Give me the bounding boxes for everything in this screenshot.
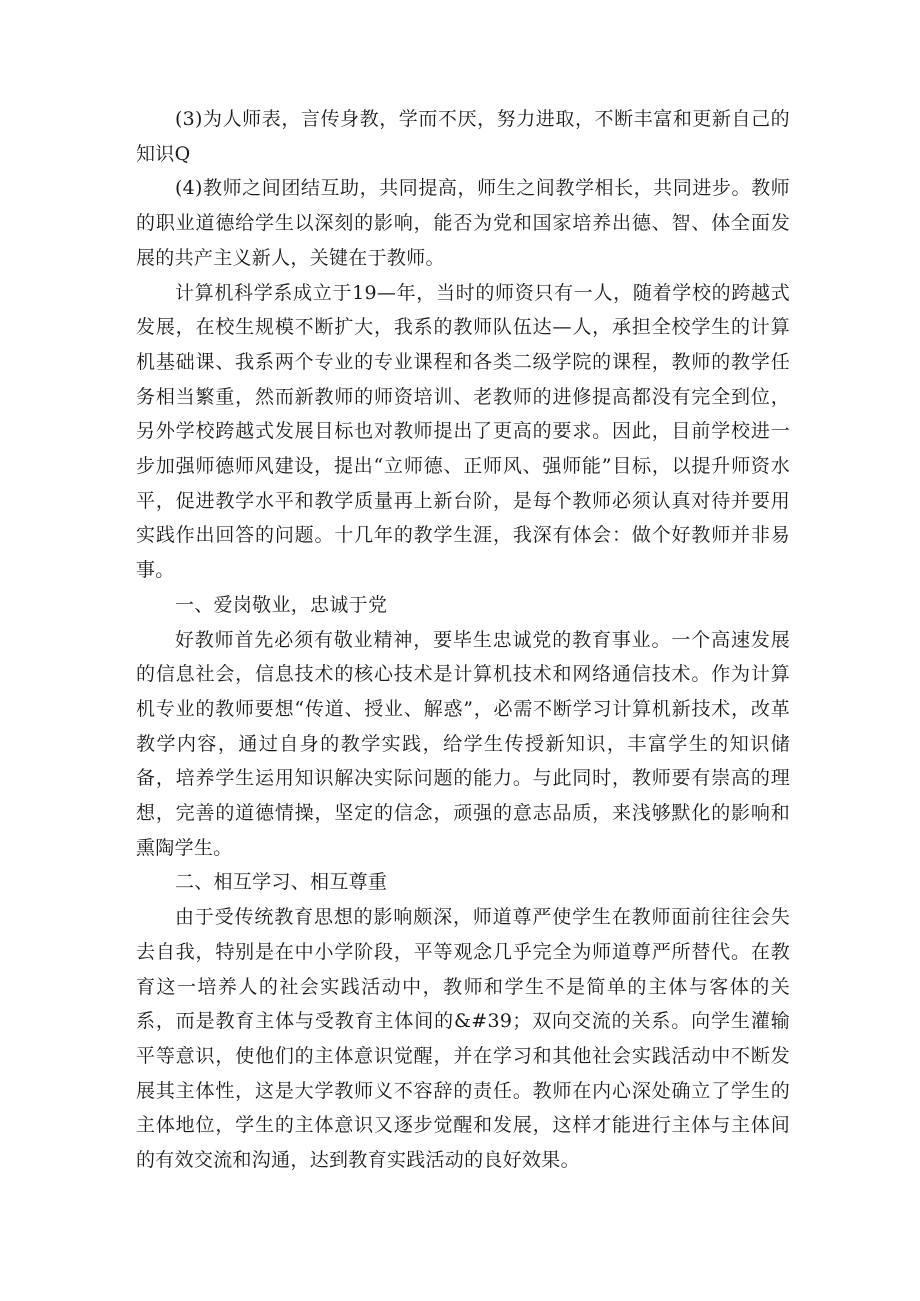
section-heading-2: 二、相互学习、相互尊重 — [174, 871, 388, 894]
paragraph-item-3: (3)为人师表，言传身教，学而不厌，努力进取，不断丰富和更新自己的知识Q — [136, 108, 790, 165]
paragraph-mutual-respect: 由于受传统教育思想的影响颇深，师道尊严使学生在教师面前往往会失去自我，特别是在中小学阶段，平等观念几乎完全为师道尊严所替代。在教育这一培养人的社会实践活动中，教师和学生不是简单的主体与客体的关系，而是教育主体与受教育主体间的&#39；双向交流的关系。向学生灌输平等意识，使他们的主体意识觉醒，并在学习和其他社会实践活动中不断发展其主体性，这是大学教师义不容辞的责任。教师在内心深处确立了学生的主体地位，学生的主体意识又逐步觉醒和发展，这样才能进行主体与主体间的有效交流和沟通，达到教育实践活动的良好效果。 — [136, 906, 790, 1172]
paragraph-department-history: 计算机科学系成立于19—年，当时的师资只有一人，随着学校的跨越式发展，在校生规模不断扩大，我系的教师队伍达—人，承担全校学生的计算机基础课、我系两个专业的专业课程和各类二级学院的课程，教师的教学任务相当繁重，然而新教师的师资培训、老教师的进修提高都没有完全到位，另外学校跨越式发展目标也对教师提出了更高的要求。因此，目前学校进一步加强师德师风建设，提出“立师德、正师风、强师能”目标，以提升师资水平，促进教学水平和教学质量再上新台阶，是每个教师必须认真对待并要用实践作出回答的问题。十几年的教学生涯，我深有体会：做个好教师并非易事。 — [136, 281, 790, 582]
paragraph-item-4: (4)教师之间团结互助，共同提高，师生之间教学相长，共同进步。教师的职业道德给学生以深刻的影响，能否为党和国家培养出德、智、体全面发展的共产主义新人，关键在于教师。 — [136, 177, 790, 269]
paragraph-dedication: 好教师首先必须有敬业精神，要毕生忠诚党的教育事业。一个高速发展的信息社会，信息技术的核心技术是计算机技术和网络通信技术。作为计算机专业的教师要想“传道、授业、解惑”，必需不断学习计算机新技术，改革教学内容，通过自身的教学实践，给学生传授新知识，丰富学生的知识储备，培养学生运用知识解决实际问题的能力。与此同时，教师要有崇高的理想，完善的道德情操，坚定的信念，顽强的意志品质，来浅够默化的影响和熏陶学生。 — [136, 628, 790, 859]
document-body — [136, 102, 790, 1178]
section-heading-1: 一、爱岗敬业，忠诚于党 — [174, 593, 388, 616]
